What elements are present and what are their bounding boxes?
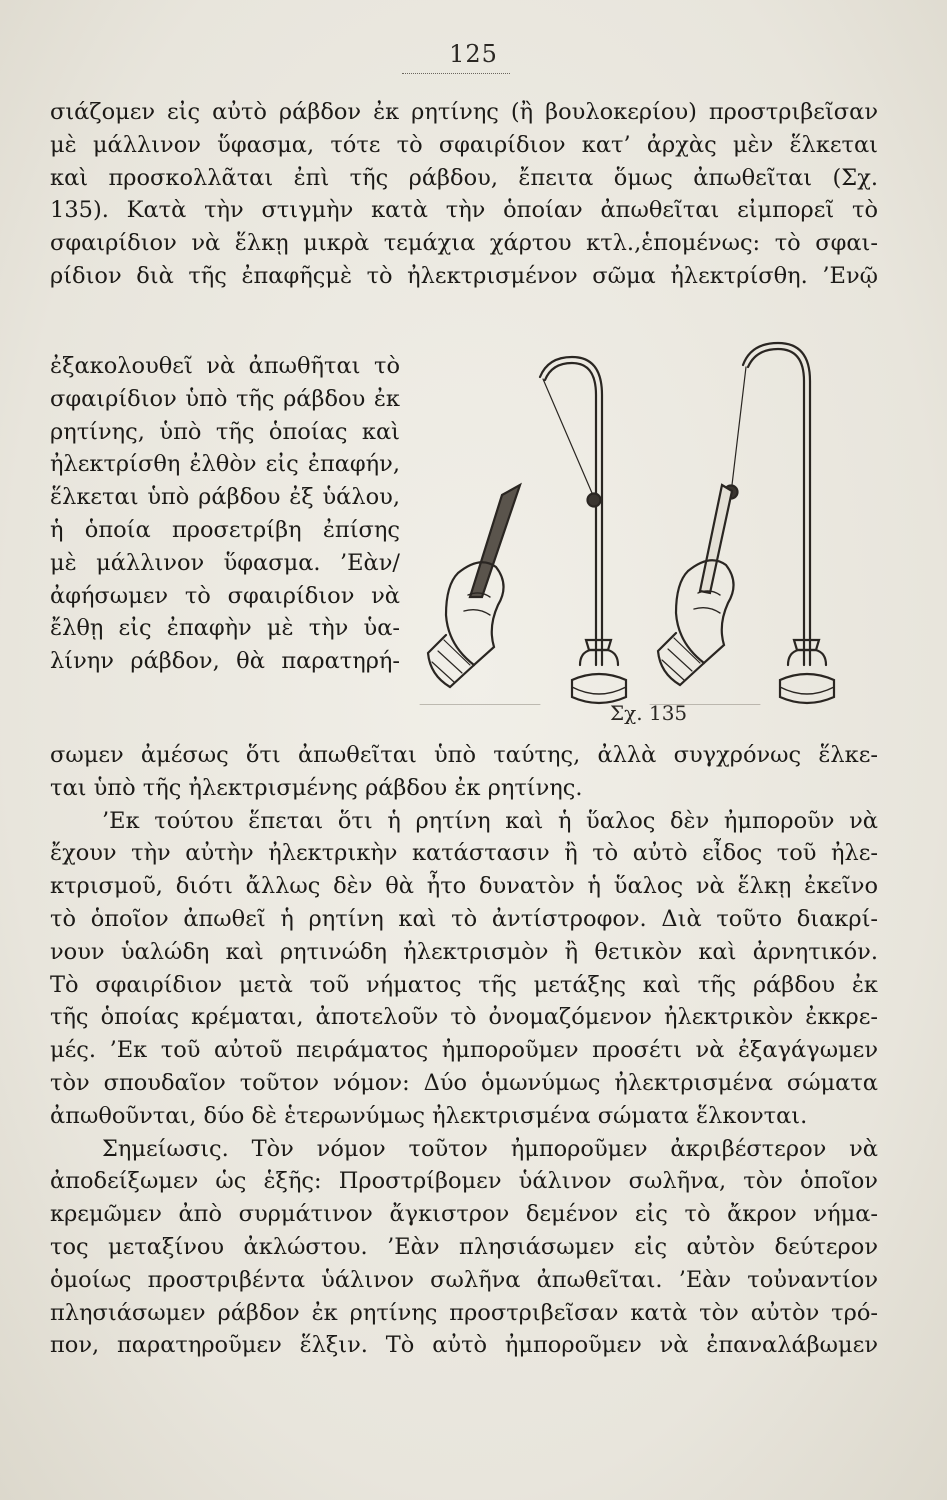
text-line: σφαιρίδιον νὰ ἕλκῃ μικρὰ τεμάχια χάρτου κτλ.,ἑπομένως: τὸ σφαι- bbox=[50, 230, 878, 257]
text-line: Σημείωσις. Τὸν νόμον τοῦτον ἠμποροῦμεν ἀκριβέστερον νὰ bbox=[102, 1135, 878, 1162]
text-line: ’Εκ τούτου ἕπεται ὅτι ἡ ρητίνη καὶ ἡ ὕαλος δὲν ἠμποροῦν νὰ bbox=[102, 807, 878, 834]
text-line: τῆς ὁποίας κρέμαται, ἀποτελοῦν τὸ ὀνομαζόμενον ἠλεκτρικὸν ἐκκρε- bbox=[50, 1004, 878, 1031]
text-line: τὸν σπουδαῖον τοῦτον νόμον: Δύο ὁμωνύμως ἠλεκτρισμένα σώματα bbox=[50, 1069, 878, 1096]
text-line: σιάζομεν εἰς αὐτὸ ράβδον ἐκ ρητίνης (ἢ βουλοκερίου) προστριβεῖσαν bbox=[50, 99, 878, 125]
text-line: ἐξακολουθεῖ νὰ ἀπωθῆται τὸ bbox=[50, 353, 400, 379]
text-line: ἡ ὁποία προσετρίβη ἐπίσης bbox=[50, 516, 400, 543]
text-line: μὲ μάλλινον ὕφασμα. ’Εὰν/ bbox=[50, 549, 400, 576]
text-line: ὁμοίως προστριβέντα ὑάλινον σωλῆνα ἀπωθεῖται. ’Εὰν τοὐναντίον bbox=[50, 1266, 878, 1293]
text-line: 135). Κατὰ τὴν στιγμὴν κατὰ τὴν ὁποίαν ἀπωθεῖται εἰμπορεῖ τὸ bbox=[50, 197, 878, 224]
text-line: Τὸ σφαιρίδιον μετὰ τοῦ νήματος τῆς μετάξης καὶ τῆς ράβδου ἐκ bbox=[50, 971, 878, 998]
text-line: σωμεν ἀμέσως ὅτι ἀπωθεῖται ὑπὸ ταύτης, ἀλλὰ συγχρόνως ἕλκε- bbox=[50, 742, 878, 768]
text-line: ἀφήσωμεν τὸ σφαιρίδιον νὰ bbox=[50, 582, 400, 609]
paragraph-bottom bbox=[50, 739, 878, 1362]
left-pendulum-stand bbox=[540, 357, 626, 703]
text-line: τος μεταξίνου ἀκλώστου. ’Εὰν πλησιάσωμεν εἰς αὐτὸν δεύτερον bbox=[50, 1233, 878, 1260]
left-hand-with-rod bbox=[428, 485, 520, 687]
figure-electric-pendulum bbox=[410, 335, 880, 755]
text-line: πον, παρατηροῦμεν ἕλξιν. Τὸ αὐτὸ ἠμποροῦμεν νὰ ἐπαναλάβωμεν bbox=[50, 1332, 878, 1359]
right-hand-with-rod bbox=[658, 485, 734, 685]
text-line: ται ὑπὸ τῆς ἠλεκτρισμένης ράβδου ἐκ ρητίνης. bbox=[50, 774, 583, 801]
text-line: ρητίνης, ὑπὸ τῆς ὁποίας καὶ bbox=[50, 418, 400, 445]
header-rule bbox=[402, 73, 510, 74]
text-line: ρίδιον διὰ τῆς ἐπαφῆςμὲ τὸ ἠλεκτρισμένον σῶμα ἠλεκτρίσθη. ’Ενῷ bbox=[50, 262, 878, 289]
pendulum-illustration bbox=[410, 335, 880, 705]
text-line: ἠλεκτρίσθη ἐλθὸν εἰς ἐπαφήν, bbox=[50, 451, 400, 478]
text-line: πλησιάσωμεν ράβδον ἐκ ρητίνης προστριβεῖσαν κατὰ τὸν αὐτὸν τρό- bbox=[50, 1299, 878, 1326]
text-line: κτρισμοῦ, διότι ἄλλως δὲν θὰ ἦτο δυνατὸν ἡ ὕαλος νὰ ἕλκῃ ἐκεῖνο bbox=[50, 873, 878, 900]
text-line: νουν ὑαλώδη καὶ ρητινώδη ἠλεκτρισμὸν ἢ θετικὸν καὶ ἀρνητικόν. bbox=[50, 938, 878, 965]
paragraph-top bbox=[50, 96, 878, 293]
right-pendulum-stand bbox=[725, 343, 835, 703]
text-line: λίνην ράβδον, θὰ παρατηρή- bbox=[50, 648, 400, 675]
text-line: ἔχουν τὴν αὐτὴν ἠλεκτρικὴν κατάστασιν ἢ τὸ αὐτὸ εἶδος τοῦ ἠλε- bbox=[50, 840, 878, 867]
text-line: ἔλθῃ εἰς ἐπαφὴν μὲ τὴν ὑα- bbox=[50, 615, 400, 642]
text-line: ἀποδείξωμεν ὡς ἑξῆς: Προστρίβομεν ὑάλινον σωλῆνα, τὸν ὁποῖον bbox=[50, 1168, 878, 1195]
text-line: μὲ μάλλινον ὕφασμα, τότε τὸ σφαιρίδιον κατ’ ἀρχὰς μὲν ἕλκεται bbox=[50, 131, 878, 158]
figure-caption: Σχ. 135 bbox=[610, 701, 688, 725]
page-number: 125 bbox=[449, 40, 498, 68]
text-line: σφαιρίδιον ὑπὸ τῆς ράβδου ἐκ bbox=[50, 385, 400, 412]
text-line: καὶ προσκολλᾶται ἐπὶ τῆς ράβδου, ἔπειτα ὅμως ἀπωθεῖται (Σχ. bbox=[50, 164, 878, 191]
text-line: τὸ ὁποῖον ἀπωθεῖ ἡ ρητίνη καὶ τὸ ἀντίστροφον. Διὰ τοῦτο διακρί- bbox=[50, 905, 878, 932]
text-line: μές. ’Εκ τοῦ αὐτοῦ πειράματος ἠμποροῦμεν προσέτι νὰ ἐξαγάγωμεν bbox=[50, 1037, 878, 1064]
text-line: ἀπωθοῦνται, δύο δὲ ἑτερωνύμως ἠλεκτρισμένα σώματα ἕλκονται. bbox=[50, 1102, 808, 1129]
text-line: κρεμῶμεν ἀπὸ συρμάτινον ἄγκιστρον δεμένον εἰς τὸ ἄκρον νήμα- bbox=[50, 1201, 878, 1228]
text-line: ἕλκεται ὑπὸ ράβδου ἐξ ὑάλου, bbox=[50, 484, 400, 511]
